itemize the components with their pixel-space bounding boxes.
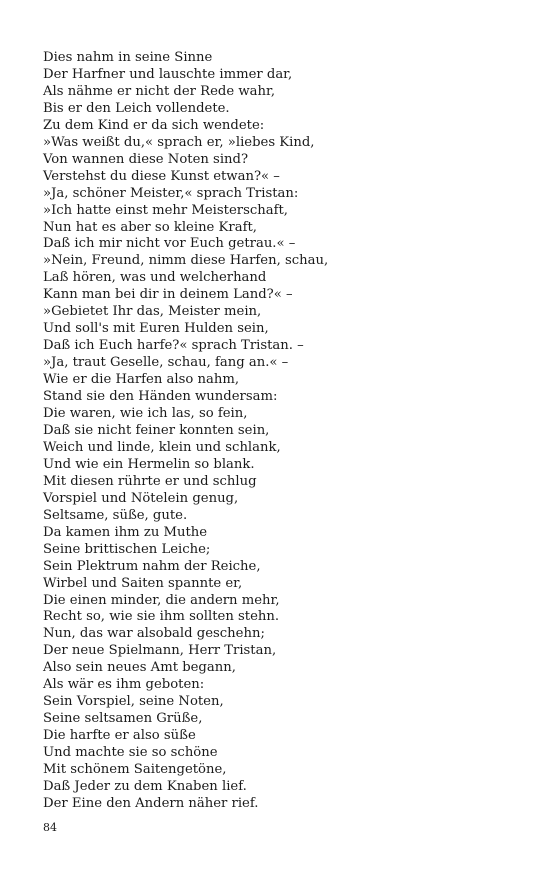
poem-line: »Ja, traut Geselle, schau, fang an.« – (43, 355, 289, 371)
poem-line: »Gebietet Ihr das, Meister mein, (43, 304, 262, 320)
poem-line: Seine brittischen Leiche; (43, 541, 211, 557)
poem-line: Der Eine den Andern näher rief. (43, 795, 259, 811)
poem-line: Stand sie den Händen wundersam: (43, 389, 278, 405)
poem-line: Recht so, wie sie ihm sollten stehn. (43, 609, 280, 625)
poem-line: Weich und linde, klein und schlank, (43, 439, 281, 455)
poem-line: Daß Jeder zu dem Knaben lief. (43, 778, 247, 794)
poem-line: Die waren, wie ich las, so fein, (43, 406, 248, 422)
poem-line: Bis er den Leich vollendete. (43, 100, 230, 116)
poem-line: Die harfte er also süße (43, 728, 196, 744)
poem-line: Vorspiel und Nötelein genug, (43, 490, 239, 506)
poem-line: Zu dem Kind er da sich wendete: (43, 117, 265, 133)
poem-line: »Nein, Freund, nimm diese Harfen, schau, (43, 253, 329, 269)
page-number: 84 (43, 821, 57, 834)
poem-line: Sein Vorspiel, seine Noten, (43, 694, 224, 710)
poem-line: »Ich hatte einst mehr Meisterschaft, (43, 202, 288, 218)
poem-line: Mit diesen rührte er und schlug (43, 473, 257, 489)
poem-line: Und soll's mit Euren Hulden sein, (43, 321, 269, 337)
poem-line: Daß ich mir nicht vor Euch getrau.« – (43, 236, 296, 252)
poem-line: Von wannen diese Noten sind? (43, 151, 249, 167)
poem-line: Daß sie nicht feiner konnten sein, (43, 422, 270, 438)
poem-line: Und machte sie so schöne (43, 745, 218, 761)
poem-line: Laß hören, was und welcherhand (43, 270, 267, 286)
poem-line: »Was weißt du,« sprach er, »liebes Kind, (43, 134, 315, 150)
poem-line: Mit schönem Saitengetöne, (43, 762, 227, 778)
poem-line: Der neue Spielmann, Herr Tristan, (43, 643, 277, 659)
poem-line: Und wie ein Hermelin so blank. (43, 456, 255, 472)
poem-text (43, 50, 513, 813)
poem-line: Die einen minder, die andern mehr, (43, 592, 280, 608)
poem-line: Seine seltsamen Grüße, (43, 711, 203, 727)
poem-line: Der Harfner und lauschte immer dar, (43, 66, 293, 82)
poem-line: Sein Plektrum nahm der Reiche, (43, 558, 261, 574)
poem-line: Da kamen ihm zu Muthe (43, 524, 208, 540)
poem-line: Wie er die Harfen also nahm, (43, 372, 240, 388)
poem-line: Verstehst du diese Kunst etwan?« – (43, 168, 280, 184)
poem-line: Daß ich Euch harfe?« sprach Tristan. – (43, 338, 304, 354)
poem-line: »Ja, schöner Meister,« sprach Tristan: (43, 185, 299, 201)
poem-line: Kann man bei dir in deinem Land?« – (43, 287, 293, 303)
poem-line: Seltsame, süße, gute. (43, 507, 188, 523)
poem-line: Dies nahm in seine Sinne (43, 50, 213, 65)
poem-line: Als nähme er nicht der Rede wahr, (43, 83, 276, 99)
poem-line: Nun, das war alsobald geschehn; (43, 626, 265, 642)
poem-line: Wirbel und Saiten spannte er, (43, 575, 243, 591)
poem-line: Als wär es ihm geboten: (43, 677, 205, 693)
poem-line: Also sein neues Amt begann, (43, 660, 236, 676)
poem-line: Nun hat es aber so kleine Kraft, (43, 219, 257, 235)
